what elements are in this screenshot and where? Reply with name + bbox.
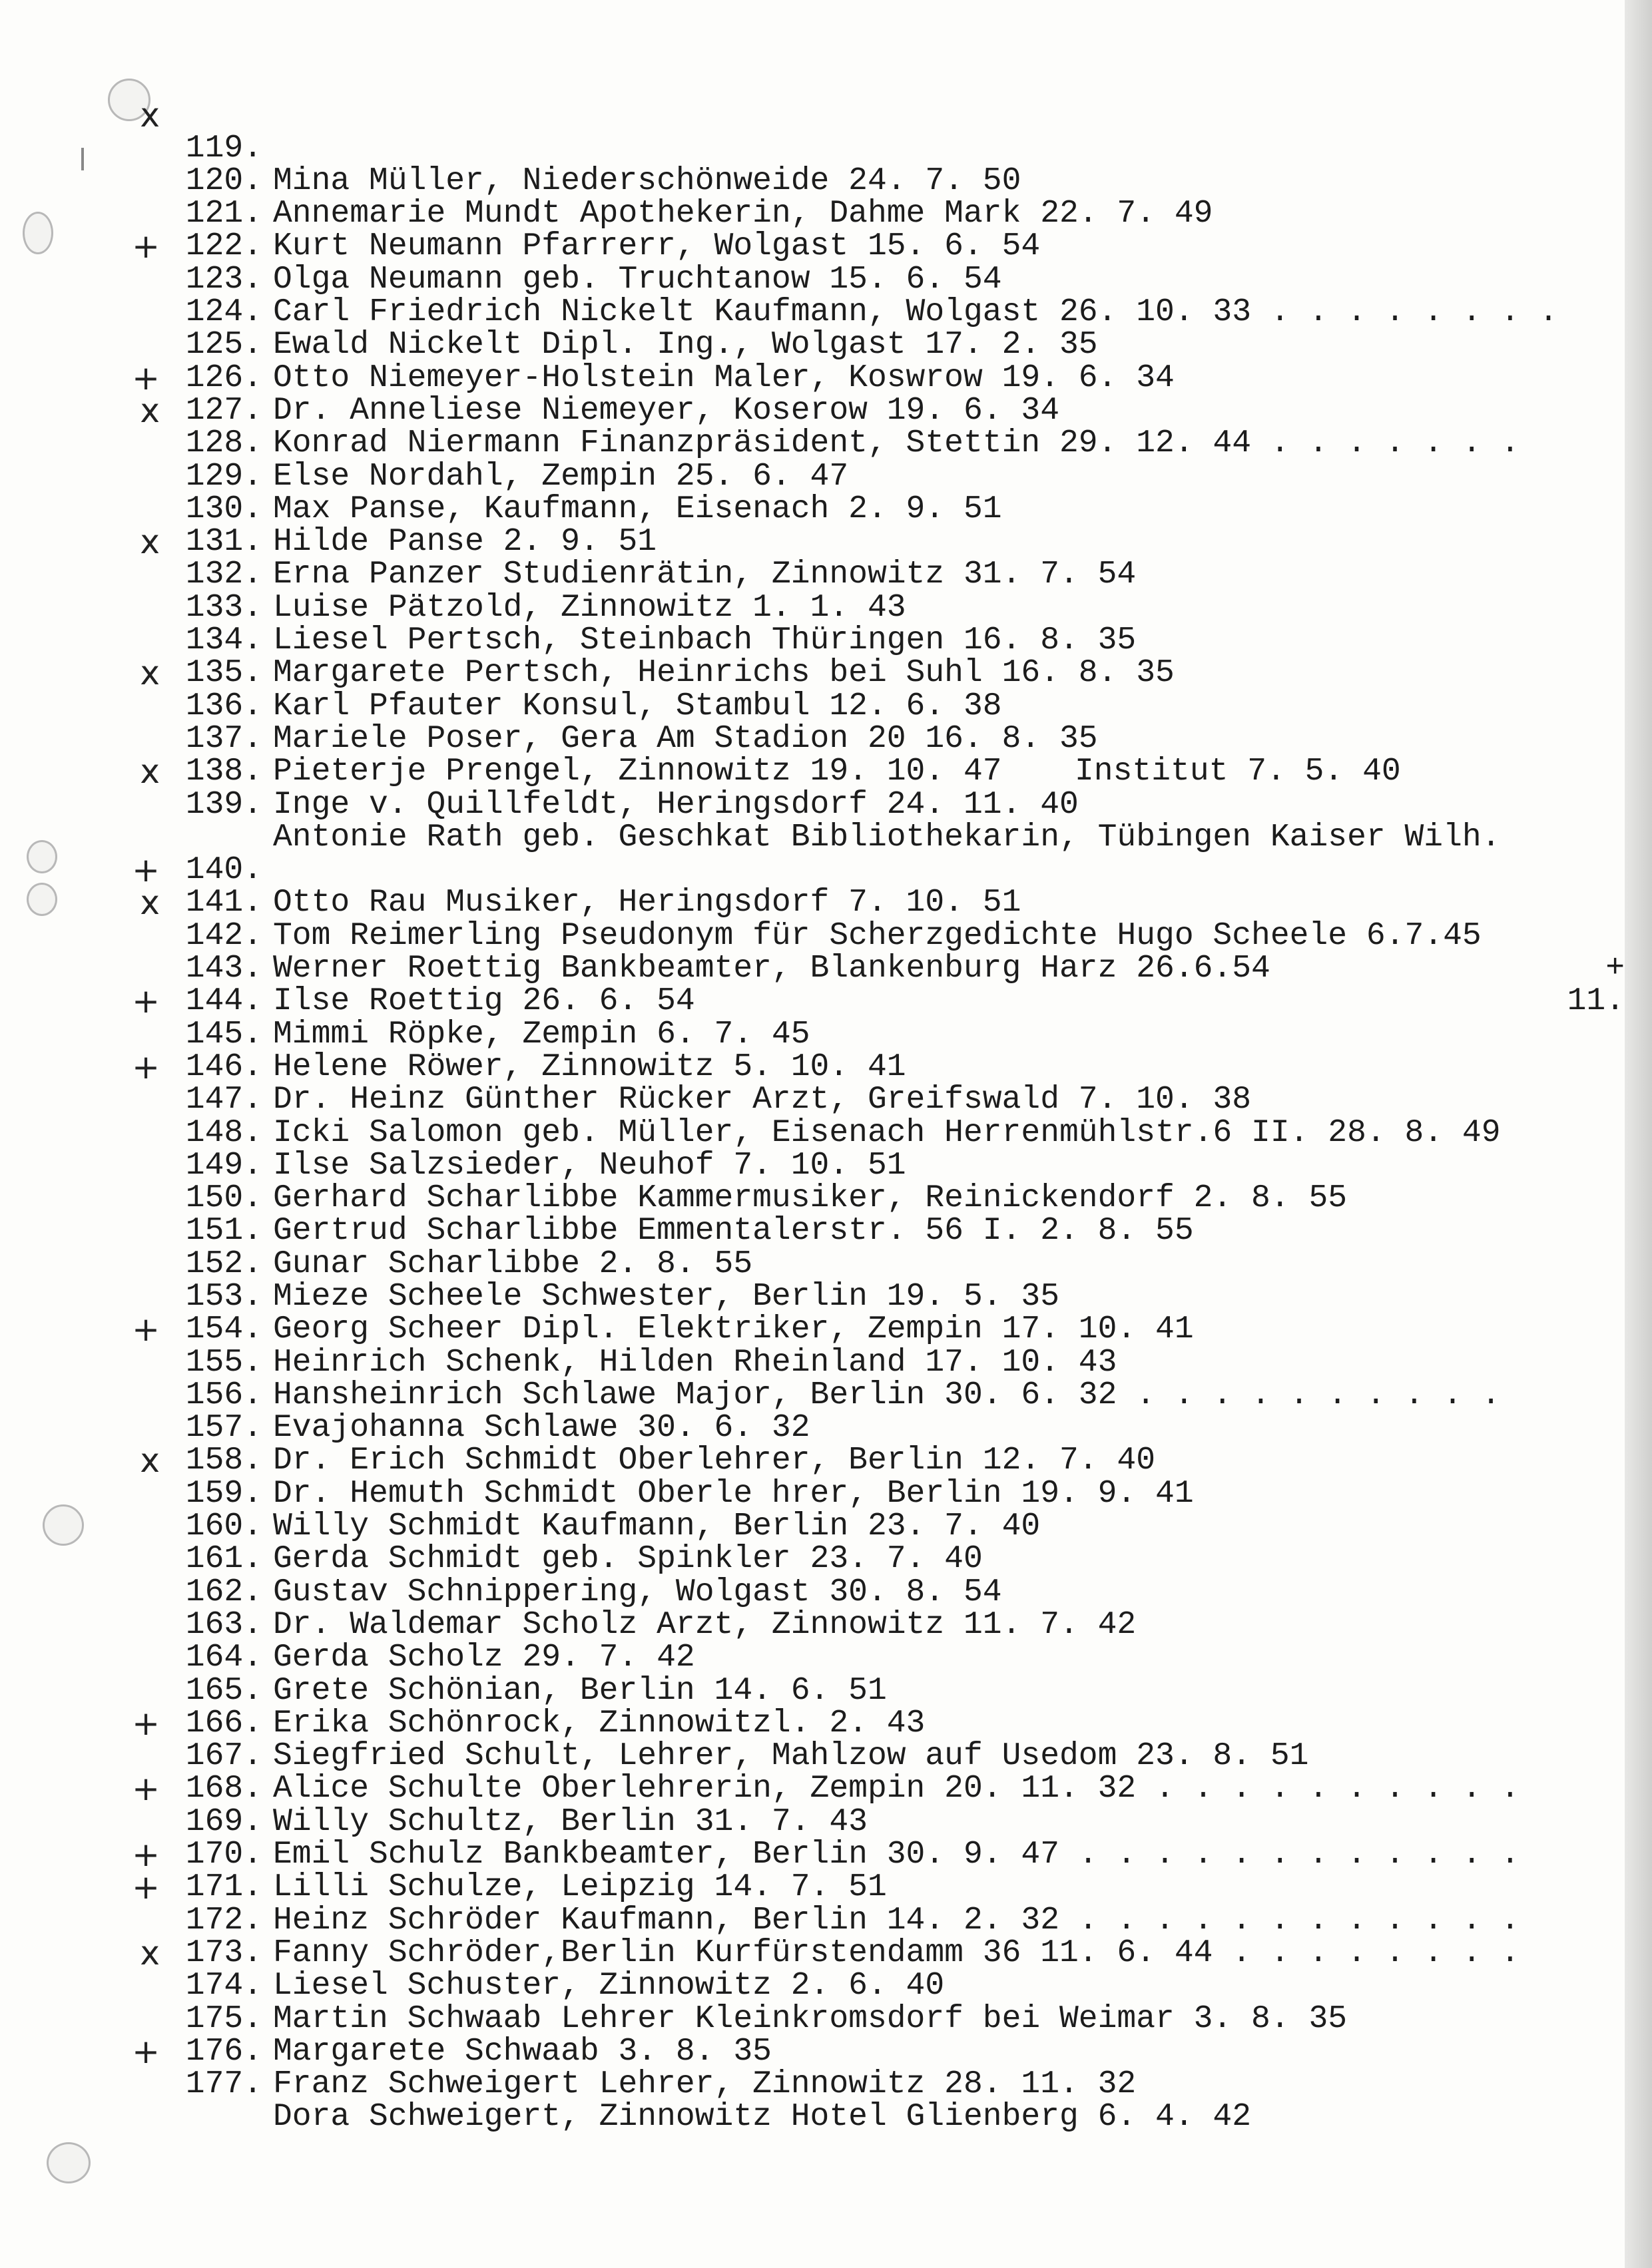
entry-text: Heinz Schröder Kaufmann, Berlin 14. 2. 32 . . . . . . . . . . . .: [273, 1902, 1520, 1938]
entry-text: Dr. Waldemar Scholz Arzt, Zinnowitz 11. 7. 42: [273, 1606, 1137, 1643]
entry-number: 172.: [185, 1902, 262, 1938]
handwritten-mark: +: [132, 358, 160, 397]
entry-text: Dr. Anneliese Niemeyer, Koserow 19. 6. 34: [273, 392, 1059, 429]
entry-text: Mieze Scheele Schwester, Berlin 19. 5. 35: [273, 1278, 1059, 1315]
entry-text: Olga Neumann geb. Truchtanow 15. 6. 54: [273, 261, 1002, 298]
handwritten-mark: x: [140, 883, 160, 923]
entry-number: 176.: [185, 2033, 262, 2070]
entry-text: Margarete Schwaab 3. 8. 35: [273, 2033, 772, 2070]
entry-text: Willy Schultz, Berlin 31. 7. 43: [273, 1803, 868, 1840]
handwritten-mark: x: [140, 752, 160, 792]
handwritten-mark: +: [132, 1310, 160, 1349]
entry-number: 159.: [185, 1475, 262, 1512]
punch-hole-lower: [43, 1504, 84, 1546]
entry-number: 131.: [185, 524, 262, 561]
entry-text: Hilde Panse 2. 9. 51: [273, 524, 657, 561]
entry-text: Liesel Pertsch, Steinbach Thüringen 16. 8. 35: [273, 622, 1137, 659]
handwritten-mark: +: [132, 1868, 160, 1907]
entry-number: 161.: [185, 1541, 262, 1578]
entry-text: Gertrud Scharlibbe Emmentalerstr. 56 I. 2. 8. 55: [273, 1213, 1194, 1249]
entry-text: Konrad Niermann Finanzpräsident, Stettin 29. 12. 44 . . . . . . .: [273, 425, 1520, 462]
handwritten-mark: +: [132, 2032, 160, 2071]
entry-text: Max Panse, Kaufmann, Eisenach 2. 9. 51: [273, 491, 1002, 527]
entry-number: 143.: [185, 951, 262, 987]
entry-text: Margarete Pertsch, Heinrichs bei Suhl 16. 8. 35: [273, 655, 1175, 692]
handwritten-mark: +: [132, 1835, 160, 1875]
entry-number: 150.: [185, 1180, 262, 1217]
handwritten-mark: +: [132, 851, 160, 890]
entry-text: Tom Reimerling Pseudonym für Scherzgedichte Hugo Scheele 6.7.45: [273, 917, 1482, 954]
entry-continuation-text: Institut 7. 5. 40: [1075, 754, 1401, 790]
entry-number: 121.: [185, 196, 262, 232]
entry-text: Gunar Scharlibbe 2. 8. 55: [273, 1246, 753, 1282]
entry-text: Mariele Poser, Gera Am Stadion 20 16. 8. 35: [273, 720, 1098, 757]
entry-text: Hansheinrich Schlawe Major, Berlin 30. 6. 32 . . . . . . . . . .: [273, 1377, 1501, 1413]
entry-number: 139.: [185, 786, 262, 823]
entry-number: 163.: [185, 1606, 262, 1643]
handwritten-mark: x: [140, 654, 160, 693]
entry-text: Dr. Hemuth Schmidt Oberle hrer, Berlin 19. 9. 41: [273, 1475, 1194, 1512]
entry-number: 123.: [185, 261, 262, 298]
entry-number: 177.: [185, 2066, 262, 2103]
punch-hole-bottom: [47, 2142, 91, 2183]
punch-hole-mid-b: [27, 883, 57, 916]
entry-text: Franz Schweigert Lehrer, Zinnowitz 28. 11. 32: [273, 2066, 1137, 2103]
entry-number: 149.: [185, 1147, 262, 1184]
entry-text: Icki Salomon geb. Müller, Eisenach Herrenmühlstr.6 II. 28. 8. 49: [273, 1114, 1501, 1151]
entry-text: Erna Panzer Studienrätin, Zinnowitz 31. 7. 54: [273, 557, 1137, 593]
entry-number: 133.: [185, 589, 262, 626]
entry-text: Evajohanna Schlawe 30. 6. 32: [273, 1410, 810, 1447]
entry-number: 144.: [185, 983, 262, 1020]
entry-text: Alice Schulte Oberlehrerin, Zempin 20. 11. 32 . . . . . . . . . .: [273, 1771, 1520, 1807]
entry-number: 142.: [185, 917, 262, 954]
entry-number: 140.: [185, 852, 262, 889]
entry-text: Else Nordahl, Zempin 25. 6. 47: [273, 458, 849, 495]
entry-text: Martin Schwaab Lehrer Kleinkromsdorf bei Weimar 3. 8. 35: [273, 2000, 1348, 2037]
entry-number: 165.: [185, 1672, 262, 1709]
entry-number: 151.: [185, 1213, 262, 1249]
entry-number: 164.: [185, 1640, 262, 1676]
entry-number: 155.: [185, 1344, 262, 1381]
entry-text: Gustav Schnippering, Wolgast 30. 8. 54: [273, 1574, 1002, 1610]
entry-text: Liesel Schuster, Zinnowitz 2. 6. 40: [273, 1968, 945, 2004]
entry-number: 137.: [185, 720, 262, 757]
entry-text: Luise Pätzold, Zinnowitz 1. 1. 43: [273, 589, 906, 626]
name-list: [107, 67, 1625, 2136]
entry-text: Werner Roettig Bankbeamter, Blankenburg Harz 26.6.54: [273, 951, 1270, 987]
entry-number: 129.: [185, 458, 262, 495]
entry-number: 122.: [185, 228, 262, 265]
entry-number: 135.: [185, 655, 262, 692]
entry-number: 124.: [185, 294, 262, 331]
entry-number: 167.: [185, 1738, 262, 1775]
entry-number: 171.: [185, 1869, 262, 1906]
entry-number: 126.: [185, 359, 262, 396]
entry-number: 119.: [185, 130, 262, 166]
entry-text: Siegfried Schult, Lehrer, Mahlzow auf Usedom 23. 8. 51: [273, 1738, 1309, 1775]
entry-number: 127.: [185, 392, 262, 429]
entry-number: 147.: [185, 1082, 262, 1118]
entry-number: 158.: [185, 1443, 262, 1479]
entry-number: 136.: [185, 688, 262, 724]
entry-text: Otto Niemeyer-Holstein Maler, Koswrow 19. 6. 34: [273, 359, 1175, 396]
entry-number: 153.: [185, 1278, 262, 1315]
entry-text: Ewald Nickelt Dipl. Ing., Wolgast 17. 2. 35: [273, 327, 1098, 363]
entry-text: Dora Schweigert, Zinnowitz Hotel Glienberg 6. 4. 42: [273, 2099, 1252, 2136]
entry-text: Helene Röwer, Zinnowitz 5. 10. 41: [273, 1048, 906, 1085]
entry-number: 157.: [185, 1410, 262, 1447]
entry-number: 120.: [185, 162, 262, 199]
handwritten-mark: x: [140, 391, 160, 430]
entry-number: 132.: [185, 557, 262, 593]
handwritten-mark: x: [140, 1441, 160, 1480]
entry-text: Dr. Heinz Günther Rücker Arzt, Greifswald 7. 10. 38: [273, 1082, 1252, 1118]
entry-number: 169.: [185, 1803, 262, 1840]
entry-number: 174.: [185, 1968, 262, 2004]
scanner-edge: [1625, 0, 1652, 2268]
entry-number: 160.: [185, 1508, 262, 1545]
entry-text: Erika Schönrock, Zinnowitzl. 2. 43: [273, 1705, 926, 1741]
entry-number: 173.: [185, 1934, 262, 1971]
handwritten-mark: +: [132, 227, 160, 266]
handwritten-mark: x: [140, 1933, 160, 1972]
entry-text: Willy Schmidt Kaufmann, Berlin 23. 7. 40: [273, 1508, 1041, 1545]
entry-number: 152.: [185, 1246, 262, 1282]
handwritten-mark: +: [132, 1047, 160, 1086]
punch-hole-upper: [23, 212, 53, 254]
entry-text: Inge v. Quillfeldt, Heringsdorf 24. 11. 40: [273, 786, 1079, 823]
entry-text: Mimmi Röpke, Zempin 6. 7. 45: [273, 1016, 810, 1052]
entry-text: Gerhard Scharlibbe Kammermusiker, Reinickendorf 2. 8. 55: [273, 1180, 1348, 1217]
entry-text: Dr. Erich Schmidt Oberlehrer, Berlin 12. 7. 40: [273, 1443, 1156, 1479]
handwritten-mark: x: [140, 523, 160, 562]
entry-text: Ilse Roettig 26. 6. 54: [273, 983, 695, 1020]
margin-tick: [81, 148, 84, 170]
entry-text: Gerda Schmidt geb. Spinkler 23. 7. 40: [273, 1541, 983, 1578]
entry-number: 154.: [185, 1311, 262, 1348]
entry-number: 162.: [185, 1574, 262, 1610]
entry-number: 156.: [185, 1377, 262, 1413]
entry-text: Georg Scheer Dipl. Elektriker, Zempin 17. 10. 41: [273, 1311, 1194, 1348]
entry-number: 175.: [185, 2000, 262, 2037]
entry-number: 166.: [185, 1705, 262, 1741]
entry-number: 170.: [185, 1837, 262, 1873]
entry-number: 145.: [185, 1016, 262, 1052]
entry-text: Otto Rau Musiker, Heringsdorf 7. 10. 51: [273, 885, 1021, 921]
entry-text: Heinrich Schenk, Hilden Rheinland 17. 10. 43: [273, 1344, 1117, 1381]
entry-number: 168.: [185, 1771, 262, 1807]
entry-number: 128.: [185, 425, 262, 462]
handwritten-mark: +: [132, 1769, 160, 1809]
entry-text: Gerda Scholz 29. 7. 42: [273, 1640, 695, 1676]
entry-text: Pieterje Prengel, Zinnowitz 19. 10. 47: [273, 754, 1002, 790]
entry-number: 146.: [185, 1048, 262, 1085]
entry-text: Ilse Salzsieder, Neuhof 7. 10. 51: [273, 1147, 906, 1184]
entry-number: 134.: [185, 622, 262, 659]
handwritten-mark: +: [132, 982, 160, 1021]
entry-number: 125.: [185, 327, 262, 363]
margin-note: +: [1605, 951, 1625, 987]
entry-text: Carl Friedrich Nickelt Kaufmann, Wolgast 26. 10. 33 . . . . . . . .: [273, 294, 1558, 331]
entry-text: Grete Schönian, Berlin 14. 6. 51: [273, 1672, 887, 1709]
entry-text: Annemarie Mundt Apothekerin, Dahme Mark 22. 7. 49: [273, 196, 1213, 232]
entry-number: 148.: [185, 1114, 262, 1151]
entry-text: Mina Müller, Niederschönweide 24. 7. 50: [273, 162, 1021, 199]
entry-text: Fanny Schröder,Berlin Kurfürstendamm 36 11. 6. 44 . . . . . . . .: [273, 1934, 1520, 1971]
entry-text: Emil Schulz Bankbeamter, Berlin 30. 9. 47 . . . . . . . . . . . .: [273, 1837, 1520, 1873]
entry-text: Lilli Schulze, Leipzig 14. 7. 51: [273, 1869, 887, 1906]
entry-text: Karl Pfauter Konsul, Stambul 12. 6. 38: [273, 688, 1002, 724]
handwritten-mark: x: [140, 96, 160, 135]
entry-number: 141.: [185, 885, 262, 921]
entry-number: 138.: [185, 754, 262, 790]
list-item-continuation: [107, 752, 1625, 792]
margin-note: 11.: [1567, 983, 1625, 1020]
punch-hole-mid-a: [27, 840, 57, 873]
entry-text: Antonie Rath geb. Geschkat Bibliothekarin, Tübingen Kaiser Wilh.: [273, 819, 1501, 855]
handwritten-mark: +: [132, 1703, 160, 1743]
entry-number: 130.: [185, 491, 262, 527]
entry-text: Kurt Neumann Pfarrerr, Wolgast 15. 6. 54: [273, 228, 1041, 265]
